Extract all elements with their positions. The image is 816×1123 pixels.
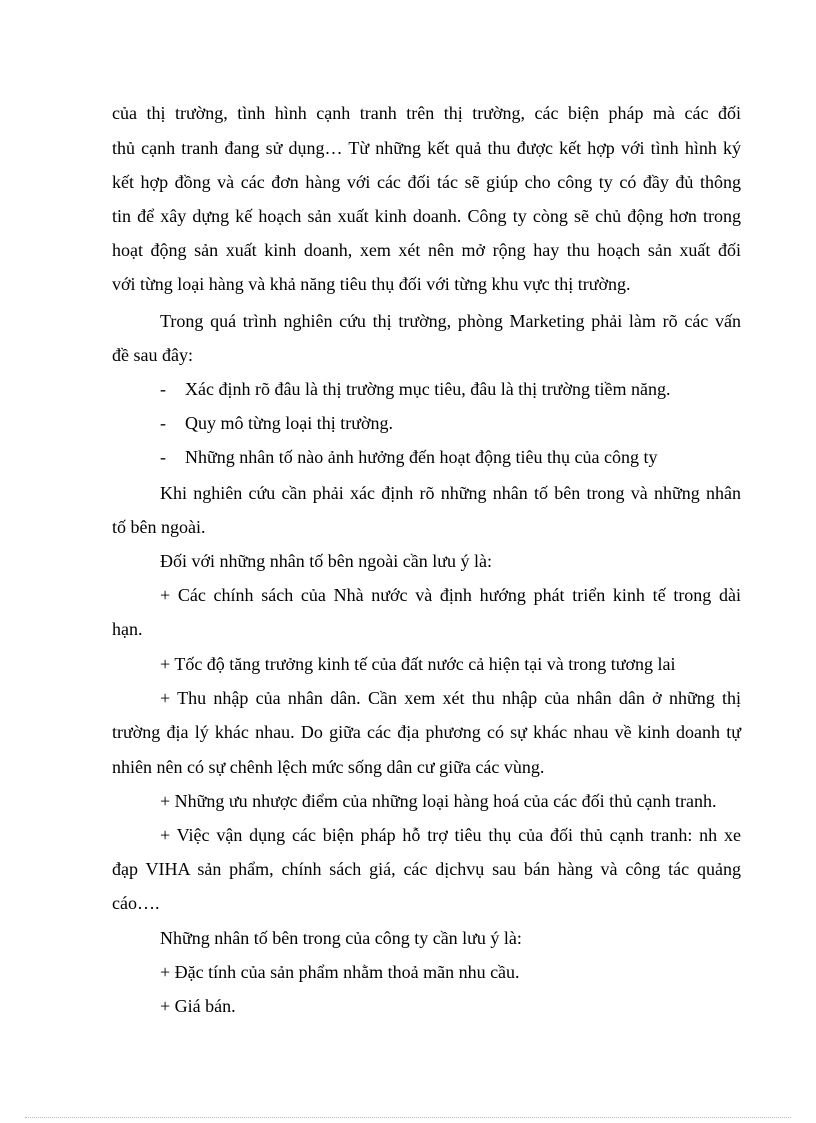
paragraph-line: cáo…. — [112, 893, 160, 913]
paragraph-line: đạp VIHA sản phẩm, chính sách giá, các dịchvụ sau bán hàng và công tác quảng — [112, 859, 741, 879]
paragraph-line: + Tốc độ tăng trưởng kinh tế của đất nước cả hiện tại và trong tương lai — [160, 654, 676, 674]
list-item — [160, 445, 741, 469]
paragraph-line: + Việc vận dụng các biện pháp hỗ trợ tiêu thụ của đối thủ cạnh tranh: nh xe — [160, 825, 741, 845]
paragraph-line: tin để xây dựng kế hoạch sản xuất kinh doanh. Công ty còng sẽ chủ động hơn trong — [112, 206, 741, 226]
list-item-text: Quy mô từng loại thị trường. — [185, 413, 394, 433]
paragraph-line: Những nhân tố bên trong của công ty cần lưu ý là: — [160, 928, 522, 948]
list-item — [160, 377, 741, 401]
paragraph-line: đề sau đây: — [112, 345, 193, 365]
list-item-text: Xác định rõ đâu là thị trường mục tiêu, đâu là thị trường tiềm năng. — [185, 379, 671, 399]
bullet-dash: - — [160, 447, 166, 467]
bullet-dash: - — [160, 413, 166, 433]
list-item-text: Những nhân tố nào ảnh hưởng đến hoạt động tiêu thụ của công ty — [185, 447, 658, 467]
paragraph-line: hoạt động sản xuất kinh doanh, xem xét nên mở rộng hay thu hoạch sản xuất đối — [112, 240, 741, 260]
paragraph-line: với từng loại hàng và khả năng tiêu thụ đối với từng khu vực thị trường. — [112, 274, 631, 294]
list-item — [160, 411, 741, 435]
paragraph-line: Đối với những nhân tố bên ngoài cần lưu ý là: — [160, 551, 492, 571]
paragraph-line: Trong quá trình nghiên cứu thị trường, phòng Marketing phải làm rõ các vấn — [160, 311, 741, 331]
paragraph-line: + Đặc tính của sản phẩm nhằm thoả mãn nhu cầu. — [160, 962, 520, 982]
paragraph-line: + Các chính sách của Nhà nước và định hướng phát triển kinh tế trong dài — [160, 585, 741, 605]
paragraph-line: trường địa lý khác nhau. Do giữa các địa phương có sự khác nhau về kinh doanh tự — [112, 722, 741, 742]
footer-divider — [25, 1117, 791, 1118]
paragraph-line: thủ cạnh tranh đang sử dụng… Từ những kết quả thu được kết hợp với tình hình ký — [112, 138, 741, 158]
paragraph-line: của thị trường, tình hình cạnh tranh trên thị trường, các biện pháp mà các đối — [112, 103, 741, 123]
bullet-dash: - — [160, 379, 166, 399]
paragraph-line: tố bên ngoài. — [112, 517, 206, 537]
paragraph-line: nhiên nên có sự chênh lệch mức sống dân cư giữa các vùng. — [112, 757, 545, 777]
paragraph-line: + Giá bán. — [160, 996, 236, 1016]
paragraph-line: Khi nghiên cứu cần phải xác định rõ những nhân tố bên trong và những nhân — [160, 483, 741, 503]
paragraph-line: + Thu nhập của nhân dân. Cần xem xét thu nhập của nhân dân ở những thị — [160, 688, 741, 708]
paragraph-line: hạn. — [112, 619, 143, 639]
paragraph-line: + Những ưu nhược điểm của những loại hàng hoá của các đối thủ cạnh tranh. — [160, 791, 717, 811]
paragraph-line: kết hợp đồng và các đơn hàng với các đối tác sẽ giúp cho công ty có đầy đủ thông — [112, 172, 741, 192]
